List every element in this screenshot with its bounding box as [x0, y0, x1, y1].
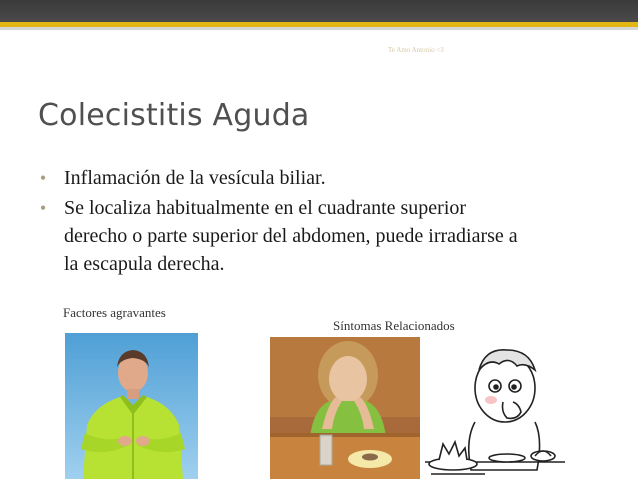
sintomas-label: Síntomas Relacionados	[333, 318, 455, 333]
bullet-item	[28, 194, 528, 278]
bullet-dot-icon: •	[39, 198, 47, 218]
bullet-text: Inflamación de la vesícula biliar.	[64, 167, 326, 189]
woman-at-table-photo	[270, 337, 420, 479]
bullet-dot-icon: •	[39, 168, 47, 188]
bullet-list	[28, 164, 528, 280]
factores-label: Factores agravantes	[63, 305, 166, 320]
slide-title: Colecistitis Aguda	[38, 98, 310, 133]
slide-credit: Te Amo Antonio <3	[388, 46, 444, 54]
man-stretching-photo	[65, 333, 198, 479]
sick-person-cartoon	[425, 340, 565, 479]
divider-stripe	[0, 27, 638, 30]
top-bar	[0, 0, 638, 22]
bullet-item	[28, 164, 528, 192]
bullet-text: Se localiza habitualmente en el cuadrante superior derecho o parte superior del abdomen, puede irradiarse a la escapula derecha.	[64, 197, 518, 275]
